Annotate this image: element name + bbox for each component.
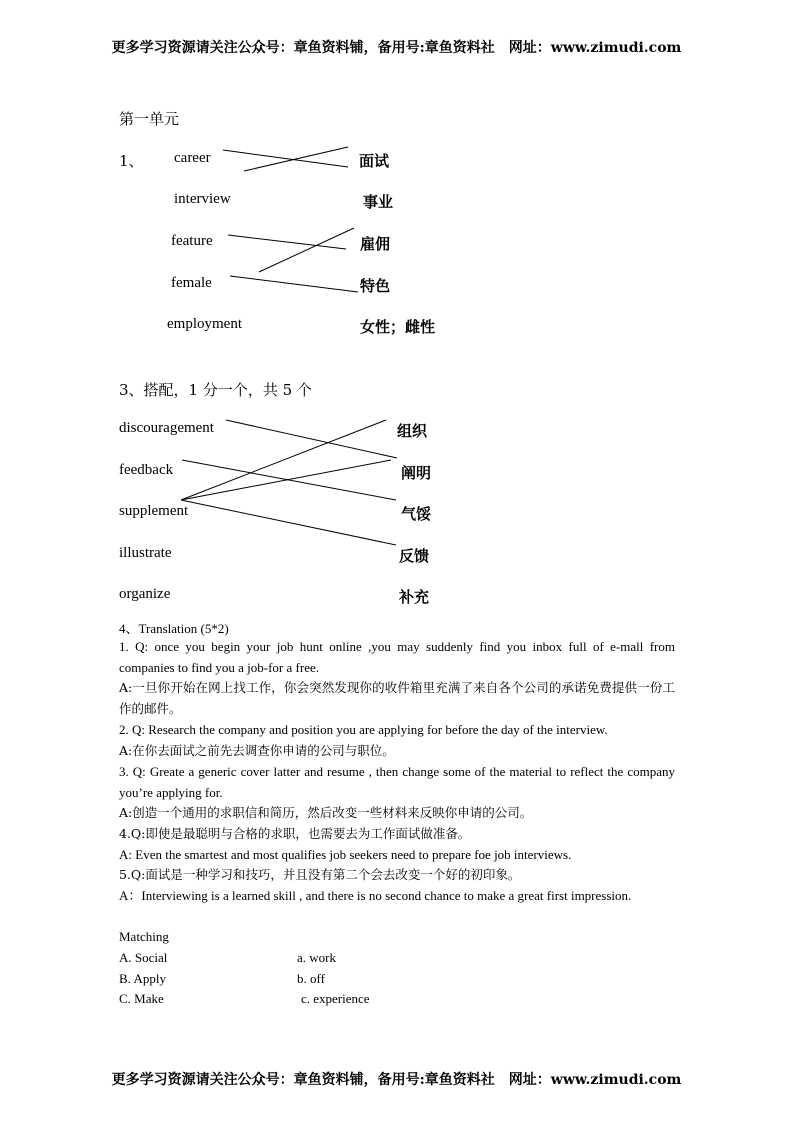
match-line-interview: [244, 147, 348, 171]
section1-number: 1、: [119, 152, 144, 170]
section3-left-feedback: feedback: [119, 462, 174, 478]
section3-right-5: 补充: [399, 588, 430, 606]
section3-title: 3、搭配，1 分一个，共 5 个: [119, 381, 312, 399]
section1-right-2: 事业: [363, 193, 394, 211]
matching-left-c: C. Make: [119, 991, 164, 1006]
section1-left-career: career: [174, 150, 211, 166]
translation-1-answer: A:一旦你开始在网上找工作，你会突然发现你的收件箱里充满了来自各个公司的承诺免费提供一份工作的邮件。: [119, 680, 675, 716]
matching-right-a: a. work: [297, 950, 336, 965]
section1-left-feature: feature: [171, 233, 213, 249]
match-line-cross: [259, 228, 354, 272]
section1-left-interview: interview: [174, 191, 231, 207]
page-header: 更多学习资源请关注公众号：章鱼资料铺，备用号:章鱼资料社 网址：www.zimudi.com: [111, 40, 682, 56]
match-line-feedback: [182, 460, 396, 500]
section3-left-discouragement: discouragement: [119, 420, 214, 436]
section3-left-illustrate: illustrate: [119, 545, 172, 561]
section3-left-organize: organize: [119, 586, 171, 602]
match-line-feature: [228, 235, 346, 249]
page-footer: 更多学习资源请关注公众号：章鱼资料铺，备用号:章鱼资料社 网址：www.zimudi.com: [111, 1072, 682, 1088]
section1-left-female: female: [171, 275, 212, 291]
section3-left-supplement: supplement: [119, 503, 189, 519]
translation-2-answer: A:在你去面试之前先去调查你申请的公司与职位。: [119, 743, 395, 758]
section4-title: 4、Translation (5*2): [119, 621, 229, 636]
match-line-female: [230, 276, 358, 292]
section3-right-1: 组织: [397, 422, 428, 440]
matching-left-b: B. Apply: [119, 971, 166, 986]
section1-right-3: 雇佣: [360, 235, 391, 253]
section3-right-3: 气馁: [401, 505, 432, 523]
translation-1-question: 1. Q: once you begin your job hunt online ,you may suddenly find you inbox full of e-mall from companies to find you a job-for a free.: [119, 639, 675, 675]
translation-4-answer: A: Even the smartest and most qualifies job seekers need to prepare foe job interviews.: [119, 847, 572, 862]
section3-right-2: 阐明: [401, 464, 432, 482]
section1-right-4: 特色: [360, 277, 391, 295]
translation-3-question: 3. Q: Greate a generic cover latter and resume , then change some of the material to reflect the company you’re applying for.: [119, 764, 675, 800]
matching-right-b: b. off: [297, 971, 325, 986]
section1-right-1: 面试: [359, 152, 390, 170]
translation-3-answer: A:创造一个通用的求职信和简历，然后改变一些材料来反映你申请的公司。: [119, 805, 533, 820]
unit-title: 第一单元: [119, 110, 180, 128]
matching-right-c: c. experience: [301, 991, 370, 1006]
match-line-discouragement: [226, 420, 397, 458]
matching-title: Matching: [119, 929, 169, 944]
section3-right-4: 反馈: [399, 547, 430, 565]
translation-2-question: 2. Q: Research the company and position you are applying for before the day of the interview.: [119, 722, 608, 737]
section1-right-5: 女性；雌性: [360, 318, 436, 336]
match-line-supplement-3: [181, 500, 396, 545]
match-line-career: [223, 150, 348, 167]
translation-4-question: 4.Q:即使是最聪明与合格的求职，也需要去为工作面试做准备。: [119, 826, 471, 841]
section1-left-employment: employment: [167, 316, 242, 332]
translation-5-question: 5.Q:面试是一种学习和技巧，并且没有第二个会去改变一个好的初印象。: [119, 867, 521, 882]
translation-5-answer: A：Interviewing is a learned skill , and there is no second chance to make a great first impression.: [119, 888, 632, 903]
match-line-supplement-2: [181, 460, 391, 500]
matching-left-a: A. Social: [119, 950, 168, 965]
